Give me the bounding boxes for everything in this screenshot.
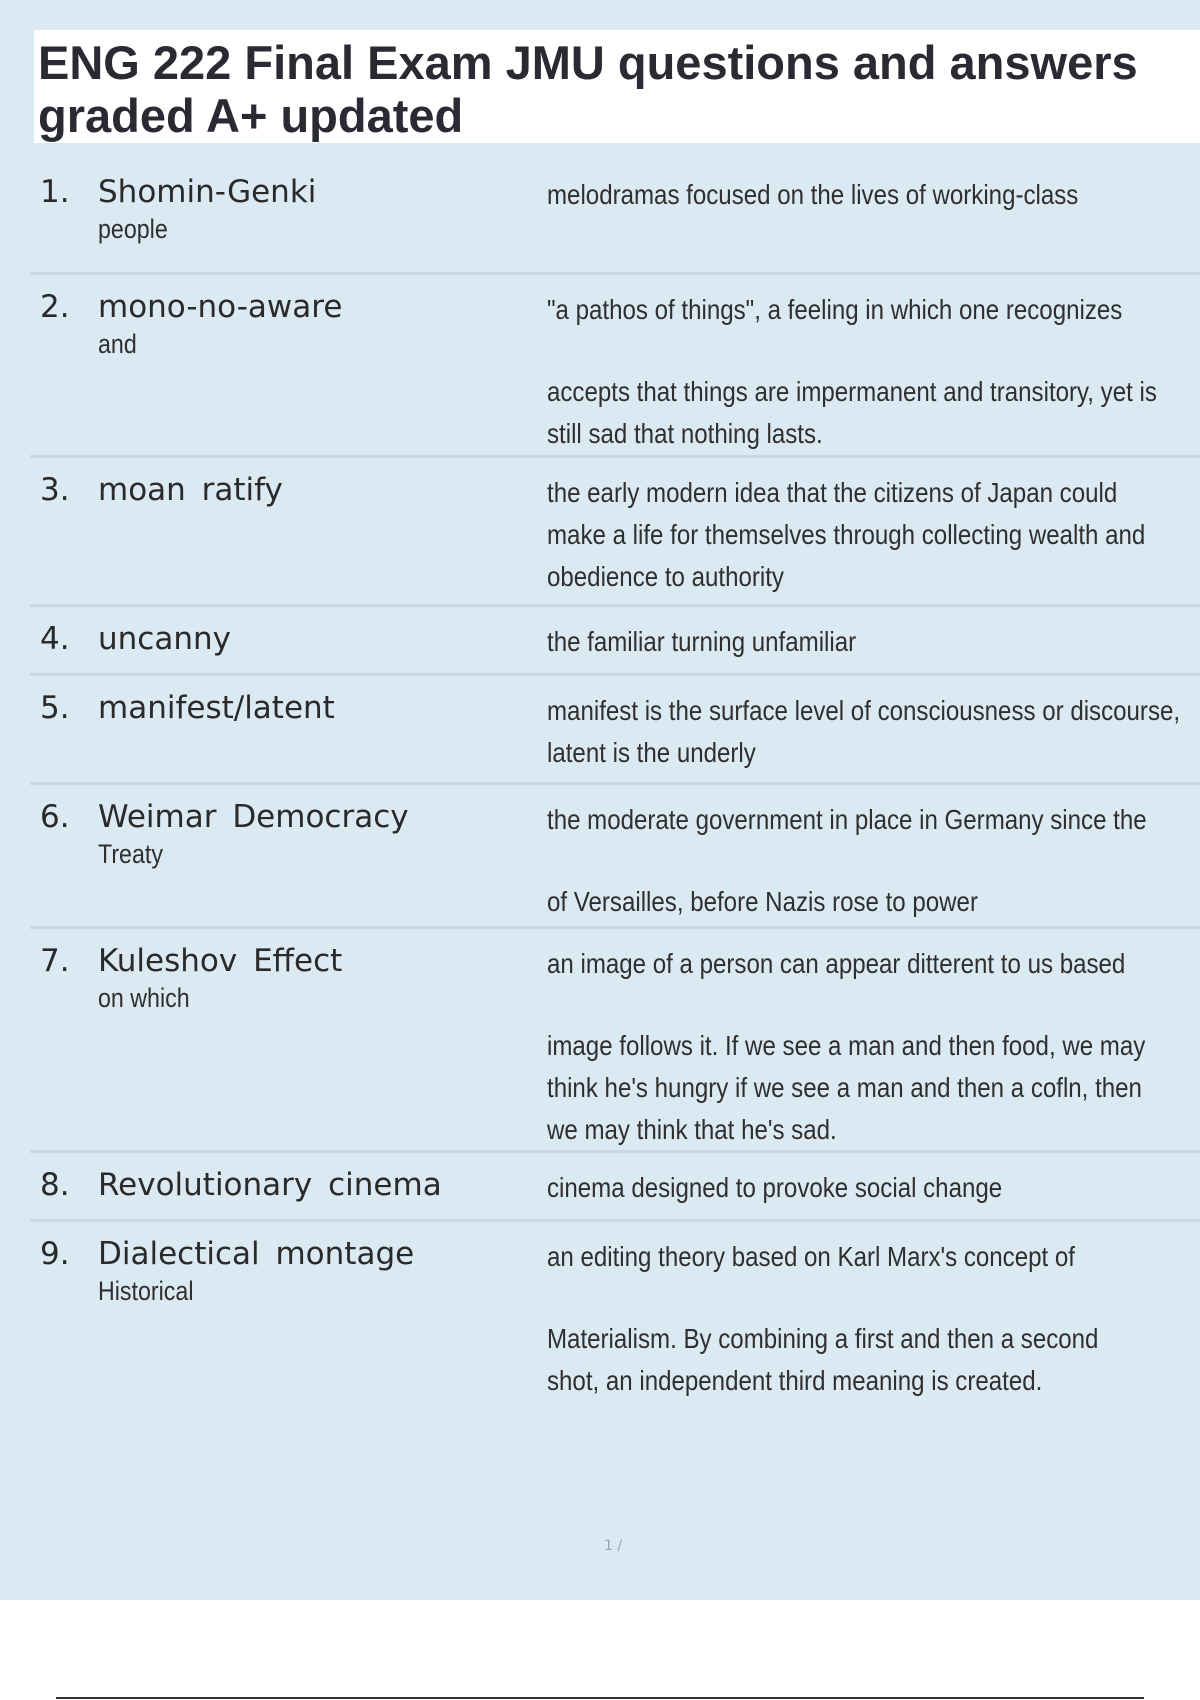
definition-line: an image of a person can appear ditterent to us based <box>547 948 1126 979</box>
definition-line: accepts that things are impermanent and transitory, yet is <box>547 376 1157 407</box>
definition-line: the early modern idea that the citizens of Japan could <box>547 477 1118 508</box>
definition-line: still sad that nothing lasts. <box>547 418 823 449</box>
definition-line: of Versailles, before Nazis rose to power <box>547 886 978 917</box>
term: Revolutionary cinema <box>98 1167 442 1203</box>
qa-row <box>30 676 1200 785</box>
term-continuation: Historical <box>98 1276 194 1306</box>
term-continuation: on which <box>98 983 190 1013</box>
definition <box>547 621 1149 663</box>
term: Shomin-Genki <box>98 174 317 210</box>
definition-line: cinema designed to provoke social change <box>547 1172 1003 1203</box>
qa-row <box>30 929 1200 1153</box>
term: Dialectical montage <box>98 1236 415 1272</box>
definition <box>547 289 1157 455</box>
definition <box>547 1236 1149 1402</box>
item-number: 9. <box>40 1236 70 1272</box>
definition-line: image follows it. If we see a man and then food, we may <box>547 1030 1146 1061</box>
item-number: 1. <box>40 174 70 210</box>
qa-row <box>30 607 1200 676</box>
definition-line: Materialism. By combining a first and then a second <box>547 1323 1099 1354</box>
term: mono-no-aware <box>98 289 343 325</box>
definition-line: we may think that he's sad. <box>547 1114 837 1145</box>
term: Weimar Democracy <box>98 799 409 835</box>
item-number: 2. <box>40 289 70 325</box>
term: moan ratify <box>98 472 283 508</box>
definition <box>547 472 1149 598</box>
item-number: 3. <box>40 472 70 508</box>
definition-line: "a pathos of things", a feeling in which one recognizes <box>547 294 1123 325</box>
page-number: 1 / <box>604 1538 623 1554</box>
term: manifest/latent <box>98 690 335 726</box>
definition-line: manifest is the surface level of consciousness or discourse, <box>547 695 1181 726</box>
definition-line: latent is the underly <box>547 737 756 768</box>
qa-row <box>30 160 1200 275</box>
definition-line: obedience to authority <box>547 561 784 592</box>
definition-line: melodramas focused on the lives of working-class <box>547 179 1079 210</box>
qa-list <box>30 160 1200 1422</box>
definition <box>547 943 1149 1151</box>
qa-row <box>30 458 1200 607</box>
definition <box>547 799 1149 923</box>
definition <box>547 174 1149 216</box>
definition-line: shot, an independent third meaning is created. <box>547 1365 1043 1396</box>
definition-line: the moderate government in place in Germany since the <box>547 804 1147 835</box>
definition-line: make a life for themselves through collecting wealth and <box>547 519 1146 550</box>
term: Kuleshov Effect <box>98 943 343 979</box>
title-box <box>34 30 1200 143</box>
qa-row <box>30 1153 1200 1222</box>
item-number: 5. <box>40 690 70 726</box>
definition-line: an editing theory based on Karl Marx's concept of <box>547 1241 1075 1272</box>
term: uncanny <box>98 621 231 657</box>
definition <box>547 690 1181 774</box>
definition-line: the familiar turning unfamiliar <box>547 626 857 657</box>
qa-row <box>30 275 1200 458</box>
definition <box>547 1167 1149 1209</box>
qa-row <box>30 785 1200 929</box>
qa-row <box>30 1222 1200 1422</box>
term-continuation: Treaty <box>98 839 163 869</box>
document-title: ENG 222 Final Exam JMU questions and answers graded A+ updated <box>38 36 1138 142</box>
item-number: 4. <box>40 621 70 657</box>
footer-rule <box>56 1697 1144 1699</box>
item-number: 8. <box>40 1167 70 1203</box>
term-continuation: and <box>98 329 137 359</box>
item-number: 6. <box>40 799 70 835</box>
term-continuation: people <box>98 214 168 244</box>
definition-line: think he's hungry if we see a man and then a cofln, then <box>547 1072 1142 1103</box>
item-number: 7. <box>40 943 70 979</box>
